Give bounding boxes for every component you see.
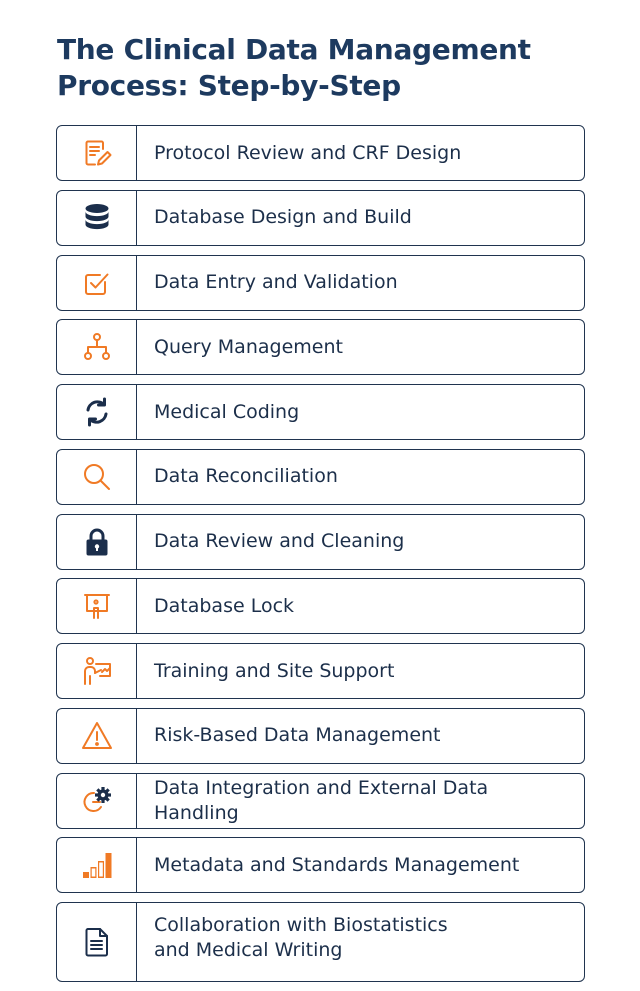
hierarchy-icon (80, 330, 114, 364)
step-card-protocol-review[interactable] (56, 125, 585, 181)
step-card-database-design[interactable] (56, 190, 585, 246)
step-label: Database Lock (154, 594, 295, 617)
pie-gear-icon (80, 784, 114, 818)
step-card-data-reconciliation[interactable] (56, 449, 585, 505)
presentation-icon (80, 589, 114, 623)
warning-icon (80, 719, 114, 753)
step-label: Training and Site Support (154, 659, 395, 682)
document-edit-icon (80, 136, 114, 170)
icon-cell (57, 385, 137, 439)
step-card-training[interactable] (56, 643, 585, 699)
step-card-query-management[interactable] (56, 319, 585, 375)
icon-cell (57, 903, 137, 981)
step-label: Medical Coding (154, 400, 300, 423)
icon-cell (57, 320, 137, 374)
icon-cell (57, 774, 137, 828)
step-card-medical-coding[interactable] (56, 384, 585, 440)
step-label: Collaboration with Biostatistics and Medical Writing (154, 914, 448, 961)
icon-cell (57, 644, 137, 698)
bar-chart-icon (80, 848, 114, 882)
step-label: Data Integration and External Data Handling (154, 776, 489, 824)
step-label: Data Reconciliation (154, 465, 338, 488)
lock-icon (80, 525, 114, 559)
search-icon (80, 460, 114, 494)
icon-cell (57, 515, 137, 569)
step-card-metadata[interactable] (56, 837, 585, 893)
step-label: Risk-Based Data Management (154, 724, 441, 747)
step-label: Metadata and Standards Management (154, 853, 520, 876)
icon-cell (57, 450, 137, 504)
icon-cell (57, 579, 137, 633)
trainer-icon (80, 654, 114, 688)
checkbox-icon (80, 266, 114, 300)
icon-cell (57, 126, 137, 180)
step-card-database-lock[interactable] (56, 578, 585, 634)
page-title: The Clinical Data Management Process: Step-by-Step (57, 33, 531, 102)
database-icon (80, 201, 114, 235)
step-label: Protocol Review and CRF Design (154, 141, 462, 164)
icon-cell (57, 256, 137, 310)
step-card-data-integration[interactable] (56, 773, 585, 829)
step-list (56, 125, 585, 991)
step-label: Data Entry and Validation (154, 271, 398, 293)
icon-cell (57, 838, 137, 892)
step-label: Data Review and Cleaning (154, 530, 405, 552)
file-text-icon (80, 925, 114, 959)
step-card-data-review[interactable] (56, 514, 585, 570)
icon-cell (57, 191, 137, 245)
refresh-icon (80, 395, 114, 429)
step-card-collaboration[interactable] (56, 902, 585, 982)
icon-cell (57, 709, 137, 763)
step-label: Database Design and Build (154, 206, 412, 229)
step-card-data-entry[interactable] (56, 255, 585, 311)
step-card-risk-based[interactable] (56, 708, 585, 764)
step-label: Query Management (154, 335, 343, 358)
